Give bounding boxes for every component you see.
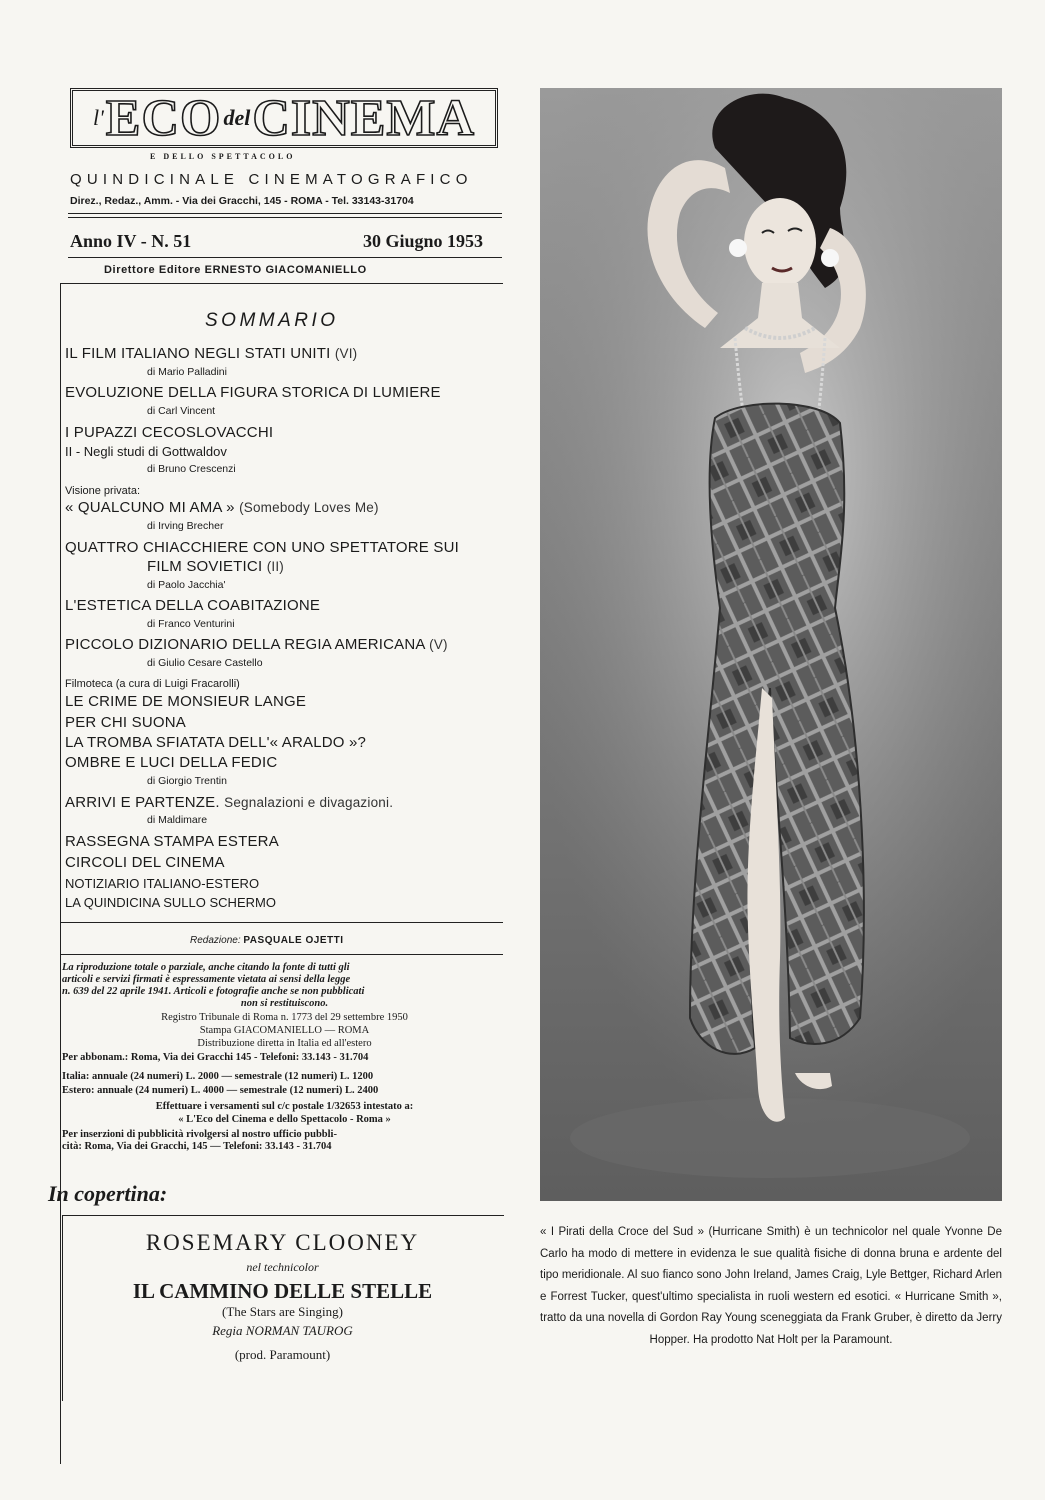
- toc-author: di Carl Vincent: [147, 405, 216, 417]
- toc-entry: QUATTRO CHIACCHIERE CON UNO SPETTATORE SUI: [65, 539, 459, 556]
- sommario-title: SOMMARIO: [205, 310, 339, 331]
- divider: [60, 922, 503, 923]
- issue-date: 30 Giugno 1953: [363, 231, 484, 251]
- legal-notice: articoli e servizi firmati è espressamente vietata ai sensi della legge: [62, 974, 351, 985]
- issue-number: Anno IV - N. 51: [70, 231, 192, 251]
- toc-entry: I PUPAZZI CECOSLOVACCHI: [65, 424, 274, 441]
- cover-technicolor: nel technicolor: [246, 1260, 319, 1274]
- masthead-subtitle: E DELLO SPETTACOLO: [150, 152, 296, 161]
- toc-entry: OMBRE E LUCI DELLA FEDIC: [65, 754, 278, 771]
- divider: [68, 217, 502, 218]
- toc-section-label: Filmoteca (a cura di Luigi Fracarolli): [65, 678, 240, 690]
- toc-section-label: Visione privata:: [65, 485, 141, 497]
- toc-entry: PER CHI SUONA: [65, 714, 186, 731]
- advertising-info: cità: Roma, Via dei Gracchi, 145 — Telefoni: 33.143 - 31.704: [62, 1141, 332, 1152]
- logo-word-eco: ECO: [105, 89, 222, 147]
- advertising-info: Per inserzioni di pubblicità rivolgersi al nostro ufficio pubbli-: [62, 1129, 337, 1140]
- toc-subtitle: II - Negli studi di Gottwaldov: [65, 444, 227, 459]
- subscription-italy: Italia: annuale (24 numeri) L. 2000 — semestrale (12 numeri) L. 1200: [62, 1071, 374, 1082]
- legal-notice: n. 639 del 22 aprile 1941. Articoli e fotografie anche se non pubblicati: [62, 986, 365, 997]
- legal-notice: La riproduzione totale o parziale, anche citando la fonte di tutti gli: [62, 962, 350, 973]
- toc-entry: « QUALCUNO MI AMA » (Somebody Loves Me): [65, 499, 379, 516]
- logo-prefix: l': [92, 105, 104, 130]
- payment-info: Effettuare i versamenti sul c/c postale 1/32653 intestato a:: [155, 1101, 414, 1112]
- toc-entry: PICCOLO DIZIONARIO DELLA REGIA AMERICANA (V): [65, 636, 448, 653]
- toc-author: di Mario Palladini: [147, 366, 227, 378]
- director-line: Direttore Editore ERNESTO GIACOMANIELLO: [104, 264, 367, 276]
- masthead-address: Direz., Redaz., Amm. - Via dei Gracchi, 145 - ROMA - Tel. 33143-31704: [70, 195, 414, 207]
- toc-entry: LE CRIME DE MONSIEUR LANGE: [65, 693, 307, 710]
- printer: Stampa GIACOMANIELLO — ROMA: [199, 1025, 370, 1036]
- toc-entry: LA QUINDICINA SULLO SCHERMO: [65, 895, 276, 910]
- toc-entry: ARRIVI E PARTENZE. Segnalazioni e divagazioni.: [65, 794, 394, 811]
- logo-connector: del: [223, 105, 251, 130]
- toc-author: di Giorgio Trentin: [147, 775, 227, 787]
- toc-author: di Irving Brecher: [147, 520, 224, 532]
- toc-entry: LA TROMBA SFIATATA DELL'« ARALDO »?: [65, 734, 367, 751]
- cover-photo: [540, 88, 1002, 1201]
- toc-author: di Paolo Jacchia': [147, 579, 226, 591]
- distribution: Distribuzione diretta in Italia ed all'estero: [197, 1038, 372, 1049]
- payment-recipient: « L'Eco del Cinema e dello Spettacolo - Roma »: [178, 1114, 391, 1125]
- toc-author: di Bruno Crescenzi: [147, 463, 236, 475]
- masthead-tagline: QUINDICINALE CINEMATOGRAFICO: [70, 171, 473, 188]
- cover-label: In copertina:: [48, 1181, 168, 1206]
- photo-caption: « I Pirati della Croce del Sud » (Hurricane Smith) è un technicolor nel quale Yvonne De Carlo ha modo di mettere in evidenza le sue qualità fisiche di donna bruna e ardente del tipo meridionale. Al suo fianco sono John Ireland, James Craig, Lyle Bettger, Richard Arlen e Forrest Tucker, quest'ultimo specialista in ruoli western ed esotici. « Hurricane Smith », tratto da una novella di Gordon Ray Young sceneggiata da Frank Gruber, è diretto da Jerry Hopper. Ha prodotto Nat Holt per la Paramount.: [540, 1226, 1002, 1346]
- cover-production: (prod. Paramount): [234, 1347, 331, 1362]
- toc-entry: FILM SOVIETICI (II): [147, 558, 284, 575]
- masthead-logo: [70, 88, 498, 148]
- toc-entry: IL FILM ITALIANO NEGLI STATI UNITI (VI): [65, 345, 358, 362]
- logo-word-cinema: CINEMA: [252, 89, 476, 147]
- cover-director: Regia NORMAN TAUROG: [212, 1323, 353, 1338]
- toc-entry: RASSEGNA STAMPA ESTERA: [65, 833, 279, 850]
- cover-film-title: IL CAMMINO DELLE STELLE: [132, 1279, 433, 1303]
- toc-entry: EVOLUZIONE DELLA FIGURA STORICA DI LUMIERE: [65, 384, 441, 401]
- subscription-address: Per abbonam.: Roma, Via dei Gracchi 145 - Telefoni: 33.143 - 31.704: [62, 1052, 369, 1063]
- subscription-abroad: Estero: annuale (24 numeri) L. 4000 — semestrale (12 numeri) L. 2400: [62, 1085, 379, 1096]
- toc-author: di Franco Venturini: [147, 618, 235, 630]
- toc-entry: L'ESTETICA DELLA COABITAZIONE: [65, 597, 321, 614]
- toc-author: di Giulio Cesare Castello: [147, 657, 263, 669]
- cover-original-title: (The Stars are Singing): [222, 1304, 343, 1319]
- legal-notice: non si restituiscono.: [240, 998, 329, 1009]
- toc-entry: CIRCOLI DEL CINEMA: [65, 854, 225, 871]
- divider: [60, 954, 503, 955]
- redazione: Redazione: PASQUALE OJETTI: [190, 935, 344, 946]
- toc-author: di Maldimare: [147, 814, 208, 826]
- cover-star: ROSEMARY CLOONEY: [145, 1230, 420, 1255]
- divider: [68, 213, 502, 214]
- registration: Registro Tribunale di Roma n. 1773 del 29 settembre 1950: [161, 1012, 408, 1023]
- divider: [68, 257, 502, 258]
- toc-entry: NOTIZIARIO ITALIANO-ESTERO: [65, 876, 260, 891]
- actress-portrait: [540, 88, 1002, 1201]
